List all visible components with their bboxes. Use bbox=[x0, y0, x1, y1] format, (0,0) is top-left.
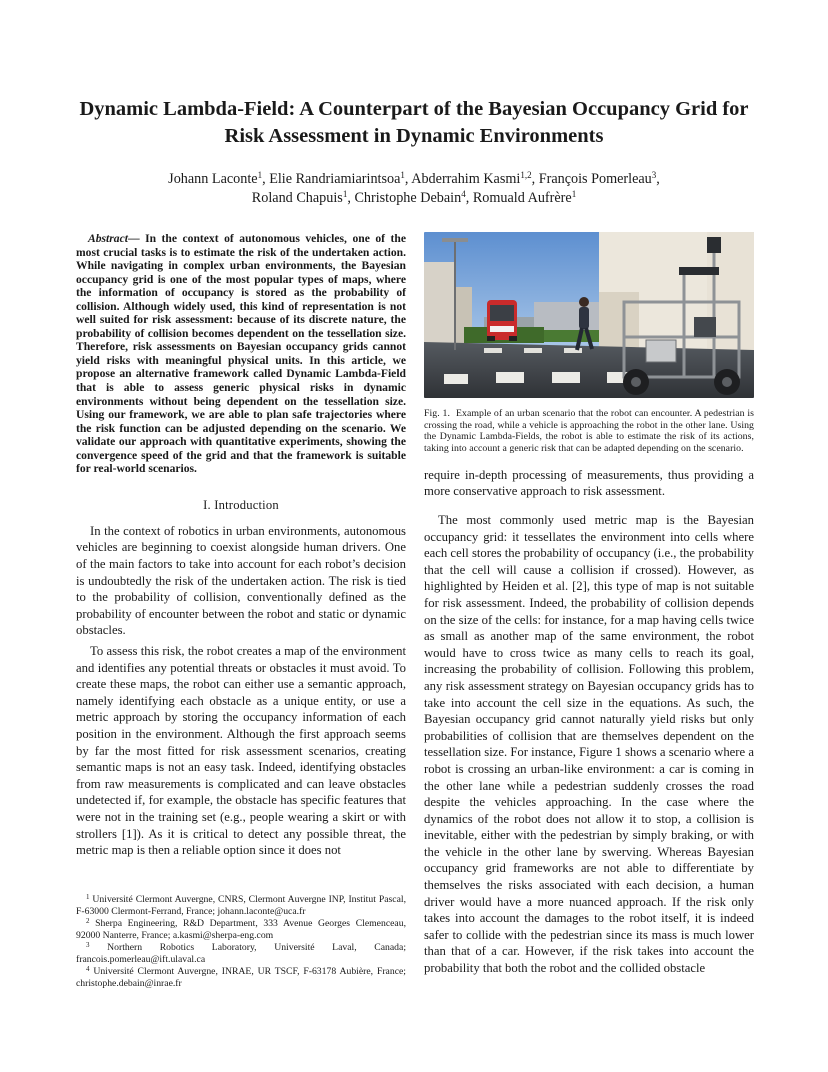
paragraph: To assess this risk, the robot creates a map of the environment and identifies any potential threats or obstacles it must avoid. To create these maps, the robot can either use a semantic approach, namely identifying each obstacle as a unique entity, or use a metric approach by storing the occupancy information of each position in the environment. Although the first approach seems by far the most fitted for risk assessment scenarios, creating semantic maps is not an easy task. Indeed, identifying obstacles from raw measurements is complicated and can leave obstacles undetected if, for example, the obstacle has specific features that were not in the training set (e.g., people wearing a skirt or with strollers [1]). As it is critical to detect any possible threat, the metric map is then a reliable option since it does not bbox=[76, 644, 406, 858]
footnote: $^2$ Sherpa Engineering, R&D Department, 333 Avenue Georges Clemenceau, 92000 Nanterre, France; a.kasmi@sherpa-eng.com bbox=[76, 917, 406, 941]
figure-caption-text: Example of an urban scenario that the robot can encounter. A pedestrian is crossing the road, while a vehicle is approaching the robot in the other lane. Using the Dynamic Lambda-Fields, the robot is able to estimate the risk of its actions, taking into account a generic risk that can be adapted depending on the scenario. bbox=[424, 408, 755, 455]
urban-scene-illustration bbox=[424, 232, 754, 398]
author-list bbox=[60, 170, 768, 208]
footnote: $^3$ Northern Robotics Laboratory, Université Laval, Canada; francois.pomerleau@ift.ulaval.ca bbox=[76, 941, 407, 965]
right-body bbox=[424, 467, 754, 977]
abstract-text: — In the context of autonomous vehicles, one of the most crucial tasks is to estimate the risk of the undertaken action. While navigating in complex urban environments, the Bayesian occupancy grid is one of the most popular types of maps, where the information of occupancy is stored as the probability of collision. Although widely used, this kind of representation is not well suited for risk assessment: because of its discrete nature, the probability of collision becomes dependent on the tessellation size. Therefore, risk assessments on Bayesian occupancy grids cannot yield risks with meaningful physical units. In this article, we propose an alternative framework called Dynamic Lambda-Field that is able to assess generic physical risks in dynamic environments without being dependent on the tessellation size. Using our framework, we are able to plan safe trajectories where the risk function can be adjusted depending on the scenario. We validate our approach with quantitative experiments, showing the convergence speed of the grid and that the framework is suitable for real-world scenarios. bbox=[76, 232, 406, 476]
right-column bbox=[424, 232, 754, 981]
figure-urban-scene-photo bbox=[424, 232, 754, 398]
author: Romuald Aufrère$^1$ bbox=[472, 189, 577, 206]
figure-caption bbox=[424, 408, 754, 455]
author: Roland Chapuis$^1$, bbox=[251, 189, 355, 206]
footnotes bbox=[76, 894, 406, 990]
footnote: $^4$ Université Clermont Auvergne, INRAE, UR TSCF, F-63178 Aubière, France; christophe.debain@inrae.fr bbox=[76, 965, 406, 989]
footnote: $^1$ Université Clermont Auvergne, CNRS, Clermont Auvergne INP, Institut Pascal, F-63000 Clermont-Ferrand, France; johann.laconte@uca.fr bbox=[76, 893, 406, 917]
section-heading: I. Introduction bbox=[203, 497, 279, 512]
author: Abderrahim Kasmi$^{1,2}$, bbox=[411, 170, 539, 187]
author: François Pomerleau$^3$, bbox=[538, 170, 660, 187]
abstract bbox=[76, 232, 406, 476]
author: Johann Laconte$^1$, bbox=[168, 170, 270, 187]
paper-title: Dynamic Lambda-Field: A Counterpart of the Bayesian Occupancy Grid for Risk Assessment in Dynamic Environments bbox=[79, 98, 749, 147]
paragraph: require in-depth processing of measurements, thus providing a more conservative approach to risk assessment. bbox=[424, 467, 754, 499]
author: Christophe Debain$^4$, bbox=[354, 189, 473, 206]
intro-body bbox=[76, 523, 406, 859]
paragraph: The most commonly used metric map is the Bayesian occupancy grid: it tessellates the environment into cells where each cell stores the probability of occupancy (i.e., the probability that the cell will cause a collision if crossed). However, as highlighted by Heiden et al. [2], this type of map is not suitable for risk assessment. Indeed, the probability of collision depends on the size of the cells: for instance, for a map having cells twice as small as another map of the same environment, the robot would have to cross twice as many cells to reach its goal, increasing the probability of collision. Following this problem, any risk assessment strategy on Bayesian occupancy grids has to take into account the cell size in the equations. As such, the Bayesian occupancy grid cannot naturally yield risks but only probabilities of collision that are themselves dependent on the tessellation size. For instance, Figure 1 shows a scenario where a robot is crossing an urban-like environment: a car is coming in the other lane while a pedestrian suddenly crosses the road despite the vehicles approaching. In the case where the dynamics of the robot does not allow it to stop, a collision is inevitable, either with the pedestrian by simply braking, or with the vehicle in the other lane by swerving. Whereas Bayesian occupancy grid frameworks are not able to differentiate by themselves the risks associated with each decision, a human driver would have a more nuanced approach. If the risk only takes into account the damages to the robot itself, it is indeed safer to collide with the pedestrian since its mass is much lower than that of a car. However, if the risk takes into account the probability that both the robot and the collided obstacle bbox=[424, 513, 754, 976]
author: Elie Randriamiarintsoa$^1$, bbox=[269, 170, 412, 187]
left-column bbox=[76, 232, 406, 863]
paragraph: In the context of robotics in urban environments, autonomous vehicles are beginning to coexist alongside human drivers. One of the main factors to take into account for each robot’s decision is undoubtedly the risk of the undertaken action. The risk is tied to the probability of collision, conventionally defined as the probability of encounter between the robot and static or dynamic obstacles. bbox=[76, 523, 406, 638]
abstract-label: Abstract bbox=[88, 232, 128, 245]
figure-label: Fig. 1. bbox=[424, 408, 450, 419]
